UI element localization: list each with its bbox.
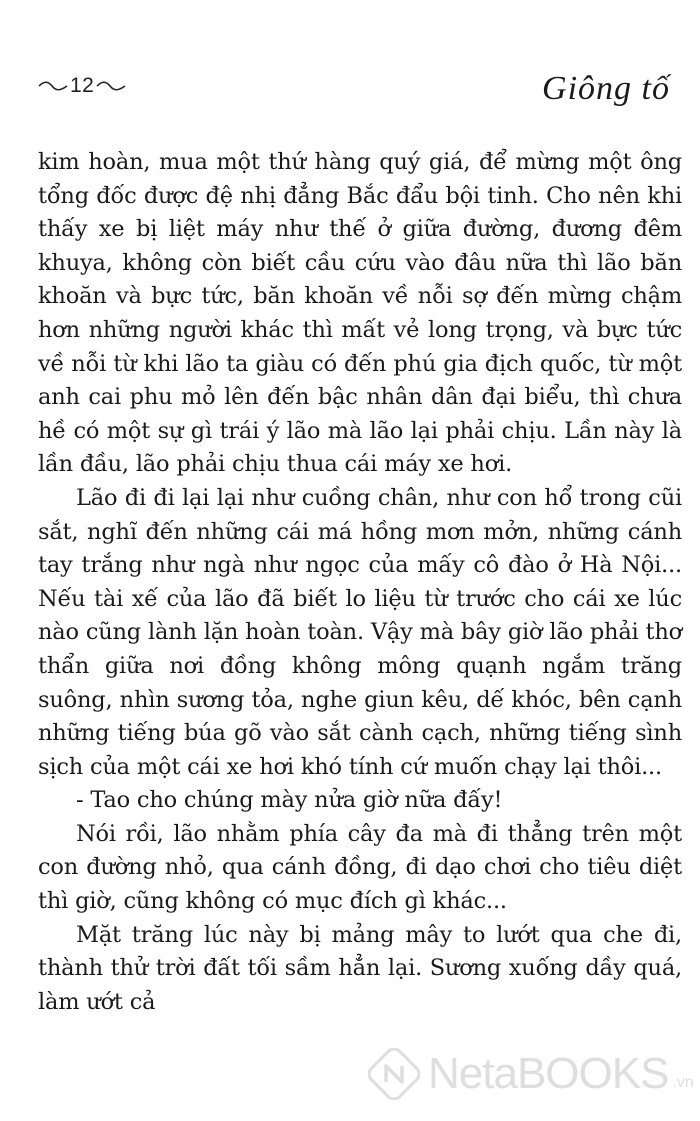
book-title: Giông tố [542, 70, 670, 107]
right-swash-icon [96, 80, 126, 92]
page-header [38, 66, 670, 116]
body-text [38, 146, 682, 1019]
watermark [368, 1048, 694, 1100]
watermark-brand: NetaBOOKS [428, 1049, 669, 1098]
paragraph: Lão đi đi lại lại như cuồng chân, như con hổ trong cũi sắt, nghĩ đến những cái má hồng mơn mởn, những cánh tay trắng như ngà như ngọc của mấy cô đào ở Hà Nội... Nếu tài xế của lão đã biết lo liệu từ trước cho cái xe lúc nào cũng lành lặn hoàn toàn. Vậy mà bây giờ lão phải thơ thẩn giữa nơi đồng không mông quạnh ngắm trăng suông, nhìn sương tỏa, nghe giun kêu, dế khóc, bên cạnh những tiếng búa gõ vào sắt cành cạch, những tiếng sình sịch của một cái xe hơi khó tính cứ muốn chạy lại thôi... [38, 484, 682, 780]
paragraph: Mặt trăng lúc này bị mảng mây to lướt qua che đi, thành thử trời đất tối sầm hẳn lại. Sương xuống dầy quá, làm ướt cả [38, 921, 682, 1015]
netabooks-logo-icon [368, 1048, 420, 1100]
page-number-group [38, 74, 126, 98]
watermark-suffix: .vn [672, 1074, 694, 1091]
dialogue-line: - Tao cho chúng mày nửa giờ nữa đấy! [76, 787, 503, 814]
paragraph: Nói rồi, lão nhằm phía cây đa mà đi thẳng trên một con đường nhỏ, qua cánh đồng, đi dạo chơi cho tiêu diệt thì giờ, cũng không có mục đích gì khác... [38, 820, 682, 915]
page-number: 12 [70, 74, 95, 97]
left-swash-icon [38, 80, 68, 92]
paragraph-continued: kim hoàn, mua một thứ hàng quý giá, để mừng một ông tổng đốc được đệ nhị đẳng Bắc đẩu bội tinh. Cho nên khi thấy xe bị liệt máy như thế ở giữa đường, đương đêm khuya, không còn biết cầu cứu vào đâu nữa thì lão băn khoăn và bực tức, băn khoăn về nỗi sợ đến mừng chậm hơn những người khác thì mất vẻ long trọng, và bực tức về nỗi từ khi lão ta giàu có đến phú gia địch quốc, từ một anh cai phu mỏ lên đến bậc nhân dân đại biểu, thì chưa hề có một sự gì trái ý lão mà lão lại phải chịu. Lần này là lần đầu, lão phải chịu thua cái máy xe hơi. [38, 149, 682, 478]
